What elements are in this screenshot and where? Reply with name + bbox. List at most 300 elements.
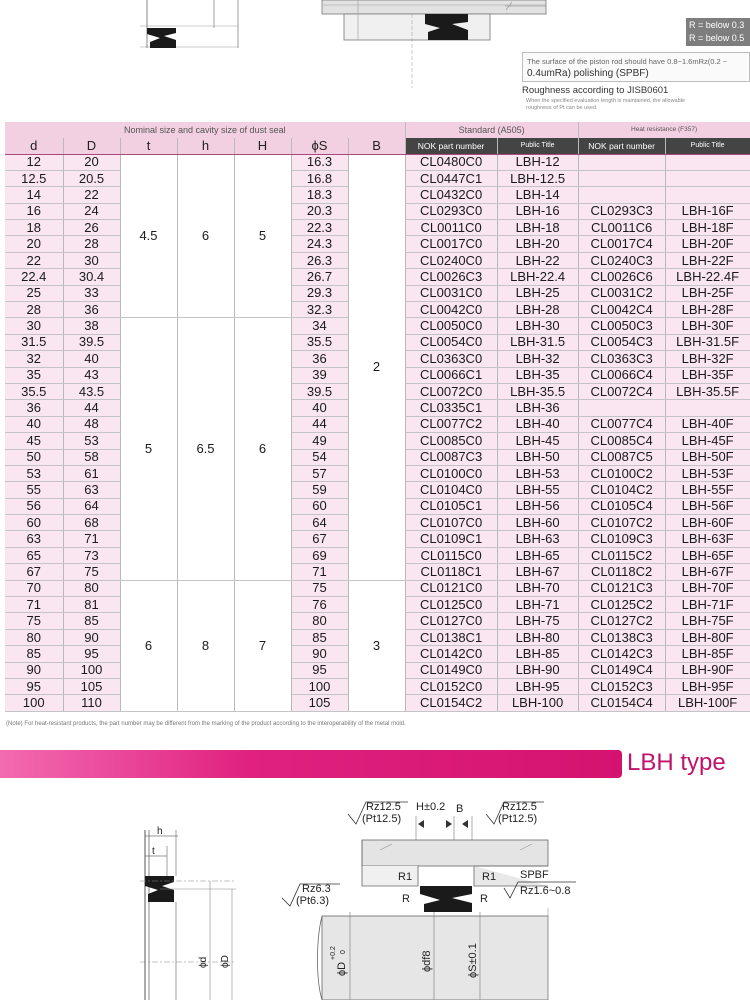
- cell-nok-standard: CL0118C1: [405, 564, 497, 580]
- cell-public-heat: LBH-22.4F: [665, 269, 750, 285]
- dim-S-label: ϕS±0.1: [467, 943, 479, 978]
- cell-d: 12.5: [5, 170, 63, 186]
- cell-S: 16.3: [291, 154, 348, 170]
- cell-public-heat: LBH-45F: [665, 433, 750, 449]
- dim-Dtol-sup: +0.2: [330, 946, 337, 960]
- cell-nok-standard: CL0115C0: [405, 547, 497, 563]
- rz63-label: Rz6.3: [302, 883, 331, 895]
- cell-public-heat: LBH-95F: [665, 679, 750, 695]
- spec-table: [5, 122, 750, 712]
- cell-S: 67: [291, 531, 348, 547]
- cell-public-standard: LBH-67: [497, 564, 578, 580]
- cell-public-heat: LBH-31.5F: [665, 334, 750, 350]
- radius-labels: [686, 18, 750, 46]
- cell-public-standard: LBH-45: [497, 433, 578, 449]
- cell-public-heat: [665, 400, 750, 416]
- cell-nok-standard: CL0066C1: [405, 367, 497, 383]
- cell-public-heat: [665, 154, 750, 170]
- cell-nok-heat: [578, 187, 665, 203]
- cell-d: 45: [5, 433, 63, 449]
- cell-public-heat: LBH-28F: [665, 302, 750, 318]
- cell-S: 76: [291, 597, 348, 613]
- cell-nok-heat: [578, 154, 665, 170]
- cell-nok-heat: CL0127C2: [578, 613, 665, 629]
- group-standard-header: Standard (A505): [405, 122, 578, 138]
- cell-nok-standard: CL0149C0: [405, 662, 497, 678]
- cell-S: 39.5: [291, 383, 348, 399]
- group-heat-header: Heat resistance (F357): [578, 122, 750, 138]
- cell-public-standard: LBH-35: [497, 367, 578, 383]
- cell-nok-standard: CL0109C1: [405, 531, 497, 547]
- cell-public-standard: LBH-40: [497, 416, 578, 432]
- cell-D: 100: [63, 662, 120, 678]
- cell-D: 39.5: [63, 334, 120, 350]
- cell-B: 2: [348, 154, 405, 580]
- cell-public-heat: LBH-80F: [665, 629, 750, 645]
- cell-nok-standard: CL0072C0: [405, 383, 497, 399]
- cell-public-heat: LBH-90F: [665, 662, 750, 678]
- cell-D: 28: [63, 236, 120, 252]
- lbh-drawing-area: [0, 790, 750, 1000]
- cell-public-heat: LBH-65F: [665, 547, 750, 563]
- cell-t: 4.5: [120, 154, 177, 318]
- cell-nok-heat: CL0042C4: [578, 302, 665, 318]
- cell-B: 3: [348, 580, 405, 711]
- cell-S: 44: [291, 416, 348, 432]
- cell-H: 5: [234, 154, 291, 318]
- cell-nok-standard: CL0017C0: [405, 236, 497, 252]
- cell-d: 35: [5, 367, 63, 383]
- cell-d: 32: [5, 351, 63, 367]
- cell-nok-standard: CL0031C0: [405, 285, 497, 301]
- col-header-t: t: [120, 138, 177, 154]
- cell-d: 31.5: [5, 334, 63, 350]
- cell-nok-standard: CL0042C0: [405, 302, 497, 318]
- cell-h: 6: [177, 154, 234, 318]
- cell-D: 20: [63, 154, 120, 170]
- cell-d: 100: [5, 695, 63, 711]
- dim-Dtol-sub: 0: [340, 950, 347, 954]
- dim-Dtol-label: ϕD: [336, 961, 348, 976]
- cell-public-standard: LBH-63: [497, 531, 578, 547]
- dim-df8-label: ϕdf8: [421, 950, 433, 972]
- col-header-h: h: [177, 138, 234, 154]
- cell-D: 95: [63, 646, 120, 662]
- cell-nok-heat: CL0152C3: [578, 679, 665, 695]
- cell-d: 90: [5, 662, 63, 678]
- col-header-nok-heat: NOK part number: [578, 138, 665, 154]
- cell-public-standard: LBH-30: [497, 318, 578, 334]
- cell-public-standard: LBH-50: [497, 449, 578, 465]
- cell-D: 48: [63, 416, 120, 432]
- cell-d: 22.4: [5, 269, 63, 285]
- cell-D: 68: [63, 515, 120, 531]
- cell-d: 40: [5, 416, 63, 432]
- cell-public-standard: LBH-53: [497, 465, 578, 481]
- cell-D: 105: [63, 679, 120, 695]
- cell-d: 65: [5, 547, 63, 563]
- cell-nok-heat: CL0100C2: [578, 465, 665, 481]
- cell-public-standard: LBH-12.5: [497, 170, 578, 186]
- cell-nok-heat: CL0011C6: [578, 220, 665, 236]
- cell-d: 28: [5, 302, 63, 318]
- cell-public-heat: LBH-16F: [665, 203, 750, 219]
- lbh-type-title: LBH type: [627, 749, 726, 776]
- cell-nok-heat: CL0087C5: [578, 449, 665, 465]
- cell-nok-heat: CL0240C3: [578, 252, 665, 268]
- col-header-public-standard: Public Title: [497, 138, 578, 154]
- cell-nok-standard: CL0363C0: [405, 351, 497, 367]
- cell-public-heat: LBH-70F: [665, 580, 750, 596]
- cell-nok-heat: CL0017C4: [578, 236, 665, 252]
- lbh-banner-bar: [0, 750, 622, 778]
- cell-nok-heat: CL0077C4: [578, 416, 665, 432]
- cell-nok-heat: [578, 400, 665, 416]
- cell-nok-standard: CL0077C2: [405, 416, 497, 432]
- cell-public-heat: LBH-75F: [665, 613, 750, 629]
- cell-public-standard: LBH-31.5: [497, 334, 578, 350]
- cell-nok-standard: CL0107C0: [405, 515, 497, 531]
- cell-public-heat: LBH-63F: [665, 531, 750, 547]
- cell-nok-standard: CL0100C0: [405, 465, 497, 481]
- cell-public-standard: LBH-71: [497, 597, 578, 613]
- cell-public-standard: LBH-55: [497, 482, 578, 498]
- cell-S: 54: [291, 449, 348, 465]
- cell-D: 64: [63, 498, 120, 514]
- cell-nok-standard: CL0480C0: [405, 154, 497, 170]
- table-row: [5, 580, 750, 596]
- cell-D: 90: [63, 629, 120, 645]
- r-label-1: R = below 0.3: [689, 20, 745, 30]
- cell-d: 71: [5, 597, 63, 613]
- cell-D: 63: [63, 482, 120, 498]
- cell-nok-heat: CL0105C4: [578, 498, 665, 514]
- cell-S: 26.7: [291, 269, 348, 285]
- cell-public-heat: LBH-100F: [665, 695, 750, 711]
- rz125-b: Rz12.5: [502, 801, 537, 813]
- cell-nok-standard: CL0087C3: [405, 449, 497, 465]
- cell-S: 18.3: [291, 187, 348, 203]
- cell-S: 34: [291, 318, 348, 334]
- cell-public-standard: LBH-80: [497, 629, 578, 645]
- cell-d: 20: [5, 236, 63, 252]
- cell-public-heat: LBH-40F: [665, 416, 750, 432]
- cell-S: 100: [291, 679, 348, 695]
- surface-note-line1: The surface of the piston rod should have 0.8~1.6mRz(0.2 ~: [527, 57, 728, 66]
- pt125-a: (Pt12.5): [362, 813, 402, 825]
- cell-nok-standard: CL0142C0: [405, 646, 497, 662]
- cell-nok-standard: CL0104C0: [405, 482, 497, 498]
- cell-D: 110: [63, 695, 120, 711]
- cell-public-heat: LBH-60F: [665, 515, 750, 531]
- rz1608-label: Rz1.6~0.8: [520, 885, 571, 897]
- cell-h: 8: [177, 580, 234, 711]
- cell-public-standard: LBH-100: [497, 695, 578, 711]
- top-drawing-area: [0, 0, 750, 122]
- cell-S: 26.3: [291, 252, 348, 268]
- spec-table-body: [5, 154, 750, 711]
- cell-d: 55: [5, 482, 63, 498]
- cell-D: 53: [63, 433, 120, 449]
- cell-public-standard: LBH-70: [497, 580, 578, 596]
- cell-public-standard: LBH-12: [497, 154, 578, 170]
- cell-nok-standard: CL0050C0: [405, 318, 497, 334]
- cell-D: 75: [63, 564, 120, 580]
- cell-D: 85: [63, 613, 120, 629]
- cell-S: 39: [291, 367, 348, 383]
- cell-nok-heat: CL0154C4: [578, 695, 665, 711]
- group-nominal-header: Nominal size and cavity size of dust seal: [5, 122, 405, 138]
- col-header-d: d: [5, 138, 63, 154]
- r-label-a: R: [402, 893, 410, 905]
- cell-nok-heat: CL0115C2: [578, 547, 665, 563]
- cell-public-heat: LBH-35F: [665, 367, 750, 383]
- cell-public-standard: LBH-20: [497, 236, 578, 252]
- cell-S: 16.8: [291, 170, 348, 186]
- cell-public-heat: LBH-85F: [665, 646, 750, 662]
- cell-D: 20.5: [63, 170, 120, 186]
- spbf-label: SPBF: [520, 869, 549, 881]
- cell-public-standard: LBH-60: [497, 515, 578, 531]
- cell-d: 56: [5, 498, 63, 514]
- cell-D: 71: [63, 531, 120, 547]
- col-header-H: H: [234, 138, 291, 154]
- cell-d: 22: [5, 252, 63, 268]
- cell-public-heat: LBH-53F: [665, 465, 750, 481]
- cell-public-heat: LBH-67F: [665, 564, 750, 580]
- r-label-2: R = below 0.5: [689, 33, 745, 43]
- cell-public-standard: LBH-14: [497, 187, 578, 203]
- lbh-drawing: [0, 790, 750, 1000]
- cell-nok-heat: [578, 170, 665, 186]
- cell-d: 14: [5, 187, 63, 203]
- cell-h: 6.5: [177, 318, 234, 580]
- cell-public-standard: LBH-32: [497, 351, 578, 367]
- table-group-header: [5, 122, 750, 138]
- cell-D: 73: [63, 547, 120, 563]
- cell-public-heat: LBH-25F: [665, 285, 750, 301]
- pt125-b: (Pt12.5): [498, 813, 538, 825]
- cell-S: 49: [291, 433, 348, 449]
- cell-nok-heat: CL0050C3: [578, 318, 665, 334]
- table-column-header: [5, 138, 750, 154]
- cell-nok-standard: CL0152C0: [405, 679, 497, 695]
- cell-d: 70: [5, 580, 63, 596]
- cell-nok-standard: CL0125C0: [405, 597, 497, 613]
- surface-note-line2: 0.4umRa) polishing (SPBF): [527, 68, 649, 79]
- cell-d: 50: [5, 449, 63, 465]
- cell-public-heat: LBH-18F: [665, 220, 750, 236]
- cell-public-standard: LBH-18: [497, 220, 578, 236]
- cell-D: 58: [63, 449, 120, 465]
- cell-d: 35.5: [5, 383, 63, 399]
- cell-nok-heat: CL0363C3: [578, 351, 665, 367]
- cell-S: 59: [291, 482, 348, 498]
- cell-nok-standard: CL0432C0: [405, 187, 497, 203]
- cell-nok-heat: CL0118C2: [578, 564, 665, 580]
- h-tolerance: H±0.2: [416, 801, 446, 813]
- cell-S: 57: [291, 465, 348, 481]
- cell-D: 38: [63, 318, 120, 334]
- cell-nok-heat: CL0142C3: [578, 646, 665, 662]
- cell-S: 36: [291, 351, 348, 367]
- cell-d: 85: [5, 646, 63, 662]
- cell-D: 24: [63, 203, 120, 219]
- cell-d: 75: [5, 613, 63, 629]
- cell-d: 53: [5, 465, 63, 481]
- cell-d: 95: [5, 679, 63, 695]
- cell-public-standard: LBH-16: [497, 203, 578, 219]
- cell-nok-heat: CL0026C6: [578, 269, 665, 285]
- cell-nok-heat: CL0109C3: [578, 531, 665, 547]
- cell-d: 80: [5, 629, 63, 645]
- cell-D: 26: [63, 220, 120, 236]
- cell-nok-standard: CL0011C0: [405, 220, 497, 236]
- cell-D: 80: [63, 580, 120, 596]
- table-footnote: (Note) For heat-resistant products, the part number may be different from the marking of the product according to the interoperability of the metal mold.: [6, 721, 406, 727]
- cell-nok-heat: CL0072C4: [578, 383, 665, 399]
- cell-d: 63: [5, 531, 63, 547]
- cell-D: 43: [63, 367, 120, 383]
- cell-public-heat: LBH-35.5F: [665, 383, 750, 399]
- cell-D: 30.4: [63, 269, 120, 285]
- cell-S: 69: [291, 547, 348, 563]
- surface-note-box: [522, 52, 750, 82]
- col-header-S: ϕS: [291, 138, 348, 154]
- cell-S: 85: [291, 629, 348, 645]
- cell-public-standard: LBH-28: [497, 302, 578, 318]
- cell-S: 20.3: [291, 203, 348, 219]
- col-header-D: D: [63, 138, 120, 154]
- table-row: [5, 154, 750, 170]
- cell-D: 61: [63, 465, 120, 481]
- pt63-label: (Pt6.3): [296, 895, 330, 907]
- cell-S: 24.3: [291, 236, 348, 252]
- r1-label-a: R1: [398, 871, 413, 883]
- cell-d: 30: [5, 318, 63, 334]
- cell-D: 44: [63, 400, 120, 416]
- cell-D: 40: [63, 351, 120, 367]
- cell-S: 95: [291, 662, 348, 678]
- cell-public-standard: LBH-90: [497, 662, 578, 678]
- evaluation-note: [522, 98, 750, 112]
- cell-S: 29.3: [291, 285, 348, 301]
- cell-nok-standard: CL0154C2: [405, 695, 497, 711]
- cell-nok-heat: CL0054C3: [578, 334, 665, 350]
- cell-d: 36: [5, 400, 63, 416]
- cell-S: 32.3: [291, 302, 348, 318]
- b-dimension: B: [456, 803, 464, 815]
- cell-nok-heat: CL0031C2: [578, 285, 665, 301]
- cell-public-standard: LBH-22: [497, 252, 578, 268]
- col-header-B: B: [348, 138, 405, 154]
- cell-nok-standard: CL0105C1: [405, 498, 497, 514]
- cell-nok-standard: CL0293C0: [405, 203, 497, 219]
- dim-d-label: ϕd: [198, 956, 209, 968]
- cell-nok-standard: CL0138C1: [405, 629, 497, 645]
- rz125-a: Rz12.5: [366, 801, 401, 813]
- seal-section-drawing: [140, 826, 236, 1000]
- cell-d: 25: [5, 285, 63, 301]
- cell-nok-standard: CL0127C0: [405, 613, 497, 629]
- cell-D: 43.5: [63, 383, 120, 399]
- cell-public-heat: LBH-22F: [665, 252, 750, 268]
- cell-S: 35.5: [291, 334, 348, 350]
- cell-nok-heat: CL0104C2: [578, 482, 665, 498]
- cell-S: 105: [291, 695, 348, 711]
- dim-D-label: ϕD: [220, 955, 231, 968]
- cell-nok-standard: CL0054C0: [405, 334, 497, 350]
- cell-public-standard: LBH-35.5: [497, 383, 578, 399]
- cell-public-standard: LBH-56: [497, 498, 578, 514]
- cell-nok-standard: CL0240C0: [405, 252, 497, 268]
- col-header-nok-standard: NOK part number: [405, 138, 497, 154]
- cell-nok-standard: CL0121C0: [405, 580, 497, 596]
- cell-S: 40: [291, 400, 348, 416]
- cell-nok-heat: CL0125C2: [578, 597, 665, 613]
- cell-nok-heat: CL0138C3: [578, 629, 665, 645]
- cell-d: 16: [5, 203, 63, 219]
- cell-nok-heat: CL0066C4: [578, 367, 665, 383]
- r1-label-b: R1: [482, 871, 497, 883]
- cell-S: 71: [291, 564, 348, 580]
- cell-S: 60: [291, 498, 348, 514]
- cell-public-heat: LBH-56F: [665, 498, 750, 514]
- dim-t-label: t: [152, 846, 155, 857]
- cell-nok-heat: CL0121C3: [578, 580, 665, 596]
- cell-d: 67: [5, 564, 63, 580]
- cell-d: 60: [5, 515, 63, 531]
- cell-public-heat: [665, 170, 750, 186]
- evaluation-note-line1: When the specified evaluation length is maintained, the allowable: [526, 98, 685, 104]
- cell-public-standard: LBH-95: [497, 679, 578, 695]
- cell-public-standard: LBH-22.4: [497, 269, 578, 285]
- cell-public-standard: LBH-36: [497, 400, 578, 416]
- cell-nok-standard: CL0335C1: [405, 400, 497, 416]
- cell-d: 18: [5, 220, 63, 236]
- cell-nok-standard: CL0085C0: [405, 433, 497, 449]
- cell-nok-heat: CL0085C4: [578, 433, 665, 449]
- cell-D: 81: [63, 597, 120, 613]
- cell-public-heat: LBH-30F: [665, 318, 750, 334]
- dim-h-label: h: [157, 826, 163, 837]
- cell-D: 36: [63, 302, 120, 318]
- roughness-note: Roughness according to JISB0601: [522, 85, 669, 96]
- cell-D: 22: [63, 187, 120, 203]
- cell-public-heat: LBH-32F: [665, 351, 750, 367]
- cell-t: 6: [120, 580, 177, 711]
- cell-public-standard: LBH-85: [497, 646, 578, 662]
- installation-drawing: [282, 801, 576, 1000]
- cell-public-heat: [665, 187, 750, 203]
- cell-S: 75: [291, 580, 348, 596]
- cell-S: 90: [291, 646, 348, 662]
- cell-nok-standard: CL0026C3: [405, 269, 497, 285]
- cell-public-standard: LBH-25: [497, 285, 578, 301]
- cell-D: 30: [63, 252, 120, 268]
- cell-nok-standard: CL0447C1: [405, 170, 497, 186]
- col-header-public-heat: Public Title: [665, 138, 750, 154]
- cell-nok-heat: CL0149C4: [578, 662, 665, 678]
- cell-public-heat: LBH-20F: [665, 236, 750, 252]
- cell-d: 12: [5, 154, 63, 170]
- cell-public-heat: LBH-50F: [665, 449, 750, 465]
- cell-S: 64: [291, 515, 348, 531]
- cell-nok-heat: CL0293C3: [578, 203, 665, 219]
- cell-H: 7: [234, 580, 291, 711]
- cell-nok-heat: CL0107C2: [578, 515, 665, 531]
- cell-public-heat: LBH-55F: [665, 482, 750, 498]
